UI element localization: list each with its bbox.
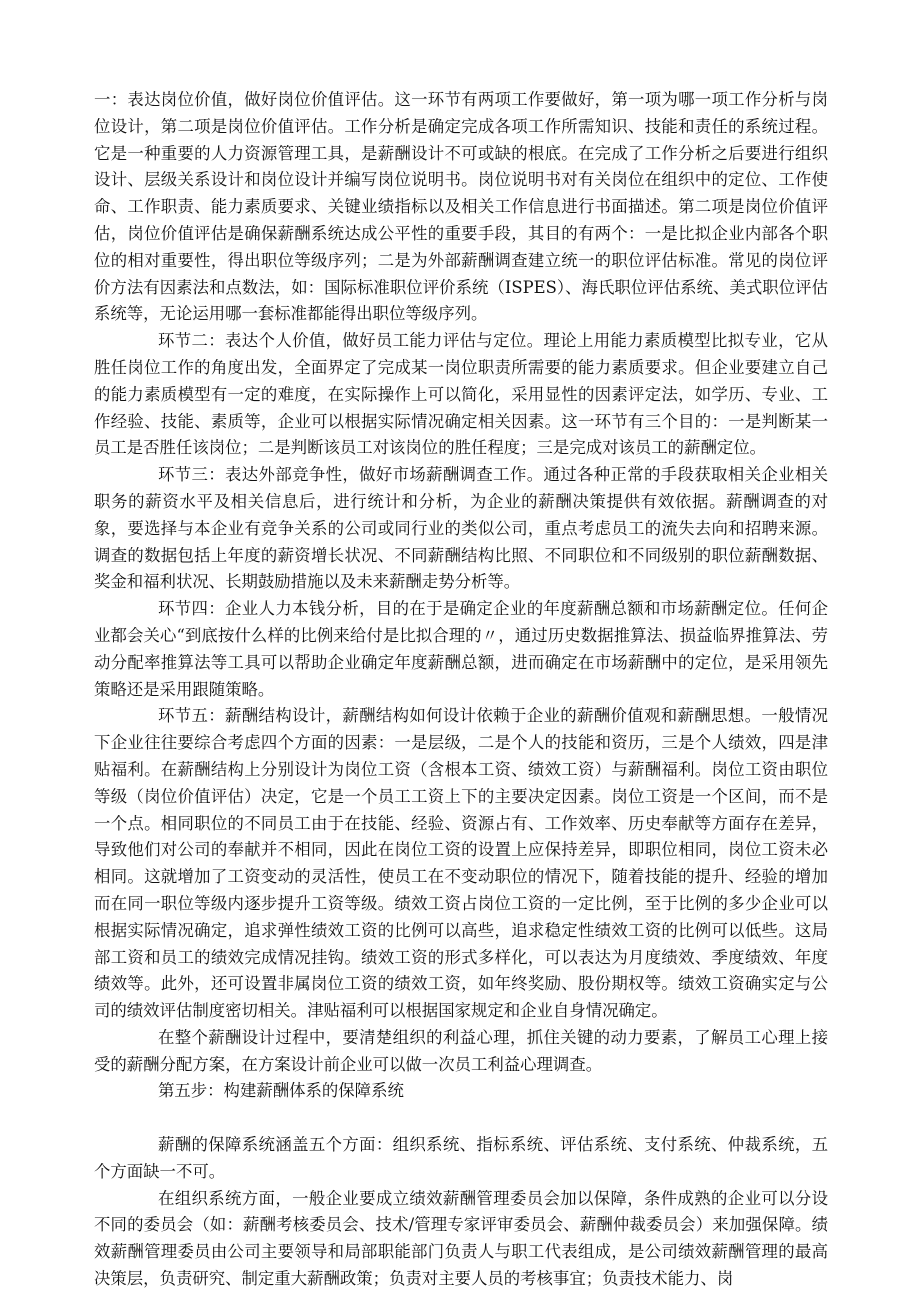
paragraph-1: 一：表达岗位价值，做好岗位价值评估。这一环节有两项工作要做好，第一项为哪一项工作分析与岗位设计，第二项是岗位价值评估。工作分析是确定完成各项工作所需知识、技能和责任的系统过程。它是一种重要的人力资源管理工具，是薪酬设计不可或缺的根底。在完成了工作分析之后要进行组织设计、层级关系设计和岗位设计并编写岗位说明书。岗位说明书对有关岗位在组织中的定位、工作使命、工作职责、能力素质要求、关键业绩指标以及相关工作信息进行书面描述。第二项是岗位价值评估，岗位价值评估是确保薪酬系统达成公平性的重要手段，其目的有两个：一是比拟企业内部各个职位的相对重要性，得出职位等级序列；二是为外部薪酬调查建立统一的职位评估标准。常见的岗位评价方法有因素法和点数法，如：国际标准职位评价系统（ISPES）、海氏职位评估系统、美式职位评估系统等，无论运用哪一套标准都能得出职位等级序列。	[94, 90, 828, 324]
paragraph-2: 环节二：表达个人价值，做好员工能力评估与定位。理论上用能力素质模型比拟专业，它从胜任岗位工作的角度出发，全面界定了完成某一岗位职责所需要的能力素质要求。但企业要建立自己的能力素质模型有一定的难度，在实际操作上可以简化，采用显性的因素评定法，如学历、专业、工作经验、技能、素质等，企业可以根据实际情况确定相关因素。这一环节有三个目的：一是判断某一员工是否胜任该岗位；二是判断该员工对该岗位的胜任程度；三是完成对该员工的薪酬定位。	[94, 331, 828, 458]
paragraph-4: 环节四：企业人力本钱分析，目的在于是确定企业的年度薪酬总额和市场薪酬定位。任何企业都会关心“到底按什么样的比例来给付是比拟合理的〃，通过历史数据推算法、损益临界推算法、劳动分配率推算法等工具可以帮助企业确定年度薪酬总额，进而确定在市场薪酬中的定位，是采用领先策略还是采用跟随策略。	[94, 599, 828, 699]
document-page	[94, 87, 828, 1293]
paragraph-3: 环节三：表达外部竞争性，做好市场薪酬调查工作。通过各种正常的手段获取相关企业相关职务的薪资水平及相关信息后，进行统计和分析，为企业的薪酬决策提供有效依据。薪酬调查的对象，要选择与本企业有竞争关系的公司或同行业的类似公司，重点考虑员工的流失去向和招聘来源。调查的数据包括上年度的薪资增长状况、不同薪酬结构比照、不同职位和不同级别的职位薪酬数据、奖金和福利状况、长期鼓励措施以及未来薪酬走势分析等。	[94, 465, 828, 592]
paragraph-7: 薪酬的保障系统涵盖五个方面：组织系统、指标系统、评估系统、支付系统、仲裁系统，五个方面缺一不可。	[94, 1135, 828, 1181]
paragraph-6: 在整个薪酬设计过程中，要清楚组织的利益心理，抓住关键的动力要素，了解员工心理上接受的薪酬分配方案，在方案设计前企业可以做一次员工利益心理调查。	[94, 1027, 828, 1074]
paragraph-5: 环节五：薪酬结构设计，薪酬结构如何设计依赖于企业的薪酬价值观和薪酬思想。一般情况下企业往往要综合考虑四个方面的因素：一是层级，二是个人的技能和资历，三是个人绩效，四是津贴福利。在薪酬结构上分别设计为岗位工资（含根本工资、绩效工资）与薪酬福利。岗位工资由职位等级（岗位价值评估）决定，它是一个员工工资上下的主要决定因素。岗位工资是一个区间，而不是一个点。相同职位的不同员工由于在技能、经验、资源占有、工作效率、历史奉献等方面存在差异，导致他们对公司的奉献并不相同，因此在岗位工资的设置上应保持差异，即职位相同，岗位工资未必相同。这就增加了工资变动的灵活性，使员工在不变动职位的情况下，随着技能的提升、经验的增加而在同一职位等级内逐步提升工资等级。绩效工资占岗位工资的一定比例，至于比例的多少企业可以根据实际情况确定，追求弹性绩效工资的比例可以高些，追求稳定性绩效工资的比例可以低些。这局部工资和员工的绩效完成情况挂钩。绩效工资的形式多样化，可以表达为月度绩效、季度绩效、年度绩效等。此外，还可设置非属岗位工资的绩效工资，如年终奖励、股份期权等。绩效工资确实定与公司的绩效评估制度密切相关。津贴福利可以根据国家规定和企业自身情况确定。	[94, 706, 828, 1021]
section-heading: 第五步：构建薪酬体系的保障系统	[158, 1081, 404, 1101]
paragraph-8: 在组织系统方面，一般企业要成立绩效薪酬管理委员会加以保障，条件成熟的企业可以分设不同的委员会（如：薪酬考核委员会、技术/管理专家评审委员会、薪酬仲裁委员会）来加强保障。绩效薪酬管理委员由公司主要领导和局部职能部门负责人与职工代表组成，是公司绩效薪酬管理的最高决策层，负责研究、制定重大薪酬政策；负责对主要人员的考核事宜；负责技术能力、岗	[94, 1188, 828, 1289]
